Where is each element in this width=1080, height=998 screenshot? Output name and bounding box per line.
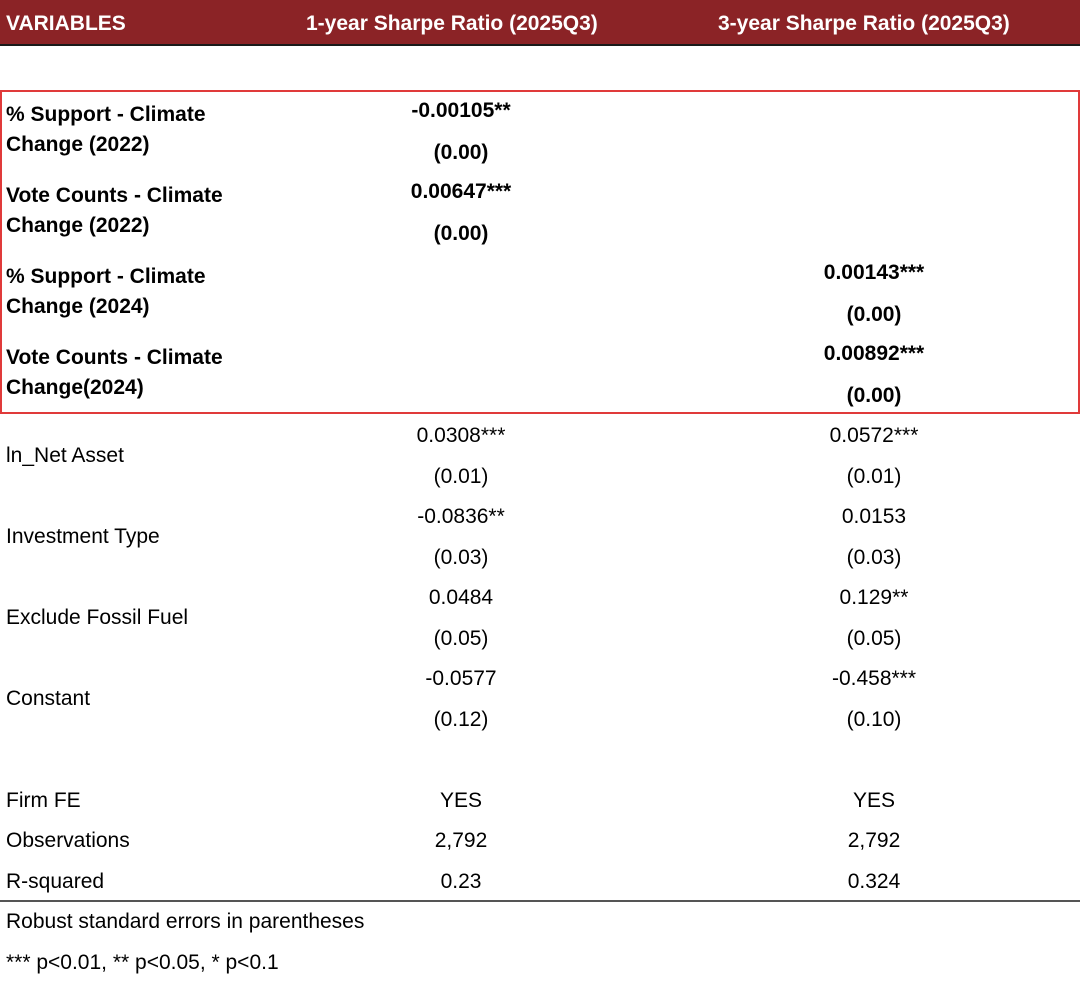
r-squared-col2: 0.324 (847, 870, 901, 893)
coef-net-asset-col2: 0.0572*** (829, 424, 919, 447)
coef-votes-2024-col2: 0.00892*** (823, 342, 925, 365)
row-label-support-2024: % Support - Climate Change (2024) (6, 265, 206, 318)
coef-constant-col1: -0.0577 (425, 667, 497, 690)
table-header (0, 0, 1080, 46)
firm-fe-col1: YES (439, 789, 483, 812)
coef-support-2022-col1: -0.00105** (411, 99, 511, 122)
se-support-2024-col2: (0.00) (846, 303, 902, 326)
row-label-investment-type: Investment Type (6, 525, 160, 548)
se-exclude-fossil-col1: (0.05) (433, 627, 489, 650)
header-variables: VARIABLES (6, 12, 126, 35)
row-label-firm-fe: Firm FE (6, 789, 81, 812)
se-net-asset-col2: (0.01) (846, 465, 902, 488)
se-votes-2024-col2: (0.00) (846, 384, 902, 407)
se-investment-type-col1: (0.03) (433, 546, 489, 569)
row-label-support-2022: % Support - Climate Change (2022) (6, 103, 206, 156)
row-label-observations: Observations (6, 829, 130, 852)
se-investment-type-col2: (0.03) (846, 546, 902, 569)
header-col2: 3-year Sharpe Ratio (2025Q3) (718, 12, 1010, 35)
row-label-constant: Constant (6, 687, 91, 710)
coef-investment-type-col2: 0.0153 (841, 505, 907, 528)
coef-support-2024-col2: 0.00143*** (823, 261, 925, 284)
observations-col1: 2,792 (434, 829, 488, 852)
note-standard-errors: Robust standard errors in parentheses (6, 910, 365, 933)
row-label-exclude-fossil: Exclude Fossil Fuel (6, 606, 189, 629)
coef-exclude-fossil-col1: 0.0484 (428, 586, 494, 609)
coef-investment-type-col1: -0.0836** (417, 505, 505, 528)
coef-exclude-fossil-col2: 0.129** (839, 586, 909, 609)
r-squared-col1: 0.23 (440, 870, 482, 893)
coef-constant-col2: -0.458*** (831, 667, 917, 690)
row-label-net-asset: ln_Net Asset (6, 444, 124, 467)
se-exclude-fossil-col2: (0.05) (846, 627, 902, 650)
coef-votes-2022-col1: 0.00647*** (410, 180, 512, 203)
coef-net-asset-col1: 0.0308*** (416, 424, 506, 447)
bottom-rule (0, 900, 1080, 902)
row-label-votes-2022: Vote Counts - Climate Change (2022) (6, 184, 223, 237)
se-net-asset-col1: (0.01) (433, 465, 489, 488)
se-votes-2022-col1: (0.00) (433, 222, 489, 245)
firm-fe-col2: YES (852, 789, 896, 812)
se-support-2022-col1: (0.00) (433, 141, 489, 164)
se-constant-col2: (0.10) (846, 708, 902, 731)
header-col1: 1-year Sharpe Ratio (2025Q3) (306, 12, 598, 35)
row-label-r-squared: R-squared (6, 870, 105, 893)
observations-col2: 2,792 (847, 829, 901, 852)
note-significance: *** p<0.01, ** p<0.05, * p<0.1 (6, 951, 279, 974)
row-label-votes-2024: Vote Counts - Climate Change(2024) (6, 346, 223, 399)
se-constant-col1: (0.12) (433, 708, 489, 731)
